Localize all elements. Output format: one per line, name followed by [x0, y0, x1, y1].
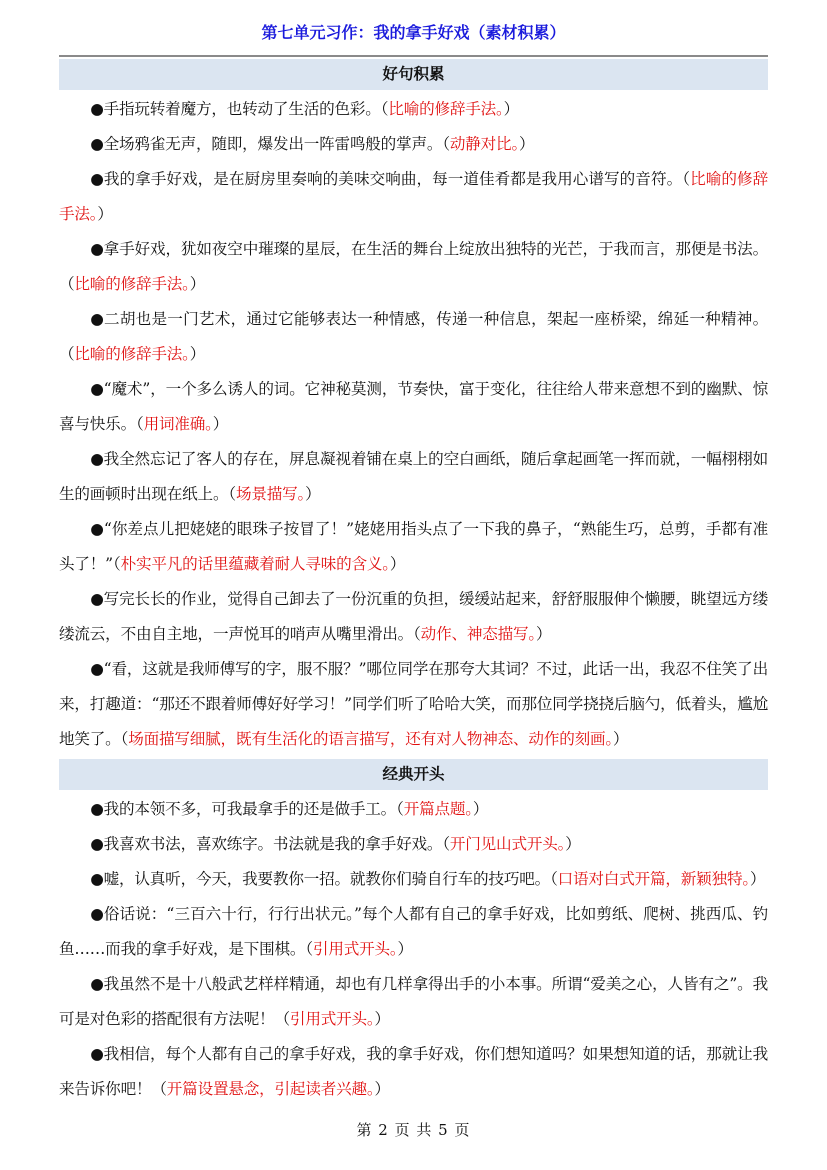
- paren-close: ）: [189, 345, 206, 363]
- paren-close: ）: [519, 135, 535, 153]
- list-item: [59, 582, 768, 652]
- item-text: ●拿手好戏，犹如夜空中璀璨的星辰，在生活的舞台上绽放出独特的光芒，于我而言，那便是书法。: [90, 240, 768, 258]
- paren-close: ）: [389, 555, 406, 573]
- item-note: 动作、神态描写。: [420, 625, 537, 643]
- item-text: ●全场鸦雀无声，随即，爆发出一阵雷鸣般的掌声。: [90, 135, 443, 153]
- paren-close: ）: [374, 1010, 390, 1028]
- item-note: 朴实平凡的话里蕴藏着耐人寻味的含义。: [120, 555, 390, 573]
- paren-open: （: [274, 1010, 290, 1028]
- section-good-sentences: [59, 59, 768, 757]
- paren-close: ）: [397, 940, 413, 958]
- list-item: [59, 302, 768, 372]
- paren-open: （: [112, 555, 121, 573]
- item-note: 用词准确。: [143, 415, 213, 433]
- item-note: 比喻的修辞手法。: [74, 275, 190, 293]
- item-note: 引用式开头。: [312, 940, 398, 958]
- item-text: ●我的拿手好戏，是在厨房里奏响的美味交响曲，每一道佳肴都是我用心谱写的音符。: [90, 170, 683, 188]
- list-item: [59, 127, 768, 162]
- item-note: 比喻的修辞手法。: [388, 100, 504, 118]
- paren-close: ）: [189, 275, 206, 293]
- item-text: ●写完长长的作业，觉得自己卸去了一份沉重的负担，缓缓站起来，舒舒服服伸个懒腰，眺望远方缕缕流云，不由自主地，一声悦耳的哨声从嘴里滑出。: [59, 590, 768, 643]
- paren-open: （: [59, 275, 75, 293]
- paren-open: （: [305, 940, 313, 958]
- item-text: ●我相信，每个人都有自己的拿手好戏，我的拿手好戏，你们想知道吗？如果想知道的话，那就让我来告诉你吧！: [59, 1045, 768, 1098]
- item-text: ●“看，这就是我师傅写的字，服不服？”哪位同学在那夸大其词？不过，此话一出，我忍不住笑了出来，打趣道：“那还不跟着师傅好好学习！”同学们听了哈哈大笑，而那位同学挠挠后脑勺，低着头，尴尬地笑了。: [59, 660, 768, 748]
- paren-open: （: [413, 625, 421, 643]
- paren-open: （: [151, 1080, 167, 1098]
- paren-open: （: [442, 835, 450, 853]
- paren-close: ）: [749, 870, 766, 888]
- list-item: [59, 792, 768, 827]
- paren-close: ）: [305, 485, 321, 503]
- section-heading: 经典开头: [59, 759, 768, 790]
- item-text: ●嘘，认真听，今天，我要教你一招。就教你们骑自行车的技巧吧。: [90, 870, 551, 888]
- paren-close: ）: [374, 1080, 390, 1098]
- list-item: [59, 162, 768, 232]
- item-text: ●“你差点儿把姥姥的眼珠子按冒了！”姥姥用指头点了一下我的鼻子，“熟能生巧，总剪，手都有准头了！”: [59, 520, 768, 573]
- item-text: ●手指玩转着魔方，也转动了生活的色彩。: [90, 100, 381, 118]
- list-item: [59, 652, 768, 757]
- item-text: ●“魔术”，一个多么诱人的词。它神秘莫测，节奏快，富于变化，往往给人带来意想不到的幽默、惊喜与快乐。: [59, 380, 768, 433]
- item-note: 场面描写细腻，既有生活化的语言描写，还有对人物神态、动作的刻画。: [128, 730, 613, 748]
- paren-close: ）: [212, 415, 229, 433]
- item-text: ●二胡也是一门艺术，通过它能够表达一种情感，传递一种信息，架起一座桥梁，绵延一种精神。: [90, 310, 768, 328]
- list-item: [59, 967, 768, 1037]
- item-note: 开门见山式开头。: [449, 835, 566, 853]
- list-item: [59, 372, 768, 442]
- list-item: [59, 897, 768, 967]
- paren-open: （: [228, 485, 236, 503]
- item-list: [59, 90, 768, 757]
- paren-open: （: [135, 415, 144, 433]
- paren-open: （: [59, 345, 75, 363]
- paren-close: ）: [503, 100, 520, 118]
- paren-open: （: [120, 730, 129, 748]
- list-item: [59, 862, 768, 897]
- paren-close: ）: [97, 205, 113, 223]
- item-note: 引用式开头。: [289, 1010, 375, 1028]
- paren-close: ）: [536, 625, 552, 643]
- paren-open: （: [380, 100, 389, 118]
- item-list: [59, 790, 768, 1107]
- section-classic-openings: [59, 759, 768, 1107]
- item-note: 动静对比。: [449, 135, 520, 153]
- section-heading: 好句积累: [59, 59, 768, 90]
- item-note: 开篇设置悬念，引起读者兴趣。: [166, 1080, 375, 1098]
- item-text: ●我喜欢书法，喜欢练字。书法就是我的拿手好戏。: [90, 835, 443, 853]
- item-note: 口语对白式开篇，新颖独特。: [557, 870, 750, 888]
- list-item: [59, 232, 768, 302]
- paren-open: （: [550, 870, 558, 888]
- item-text: ●我虽然不是十八般武艺样样精通，却也有几样拿得出手的小本事。所谓“爱美之心，人皆有之”。我可是对色彩的搭配很有方法呢！: [59, 975, 768, 1028]
- item-note: 开篇点题。: [403, 800, 473, 818]
- title-divider: [59, 55, 768, 57]
- paren-close: ）: [565, 835, 581, 853]
- paren-open: （: [396, 800, 404, 818]
- document-title: 第七单元习作：我的拿手好戏（素材积累）: [261, 23, 566, 42]
- item-note: 比喻的修辞手法。: [59, 170, 768, 223]
- paren-open: （: [682, 170, 691, 188]
- paren-close: ）: [613, 730, 629, 748]
- paren-close: ）: [472, 800, 489, 818]
- list-item: [59, 92, 768, 127]
- item-text: ●我的本领不多，可我最拿手的还是做手工。: [90, 800, 397, 818]
- list-item: [59, 1037, 768, 1107]
- paren-open: （: [442, 135, 450, 153]
- list-item: [59, 827, 768, 862]
- item-text: ●俗话说：“三百六十行，行行出状元。”每个人都有自己的拿手好戏，比如剪纸、爬树、挑西瓜、钓鱼……而我的拿手好戏，是下围棋。: [59, 905, 768, 958]
- list-item: [59, 512, 768, 582]
- list-item: [59, 442, 768, 512]
- page-number: 第 2 页 共 5 页: [356, 1121, 471, 1139]
- item-note: 比喻的修辞手法。: [74, 345, 190, 363]
- item-text: ●我全然忘记了客人的存在，屏息凝视着铺在桌上的空白画纸，随后拿起画笔一挥而就，一幅栩栩如生的画顿时出现在纸上。: [59, 450, 768, 503]
- item-note: 场景描写。: [235, 485, 306, 503]
